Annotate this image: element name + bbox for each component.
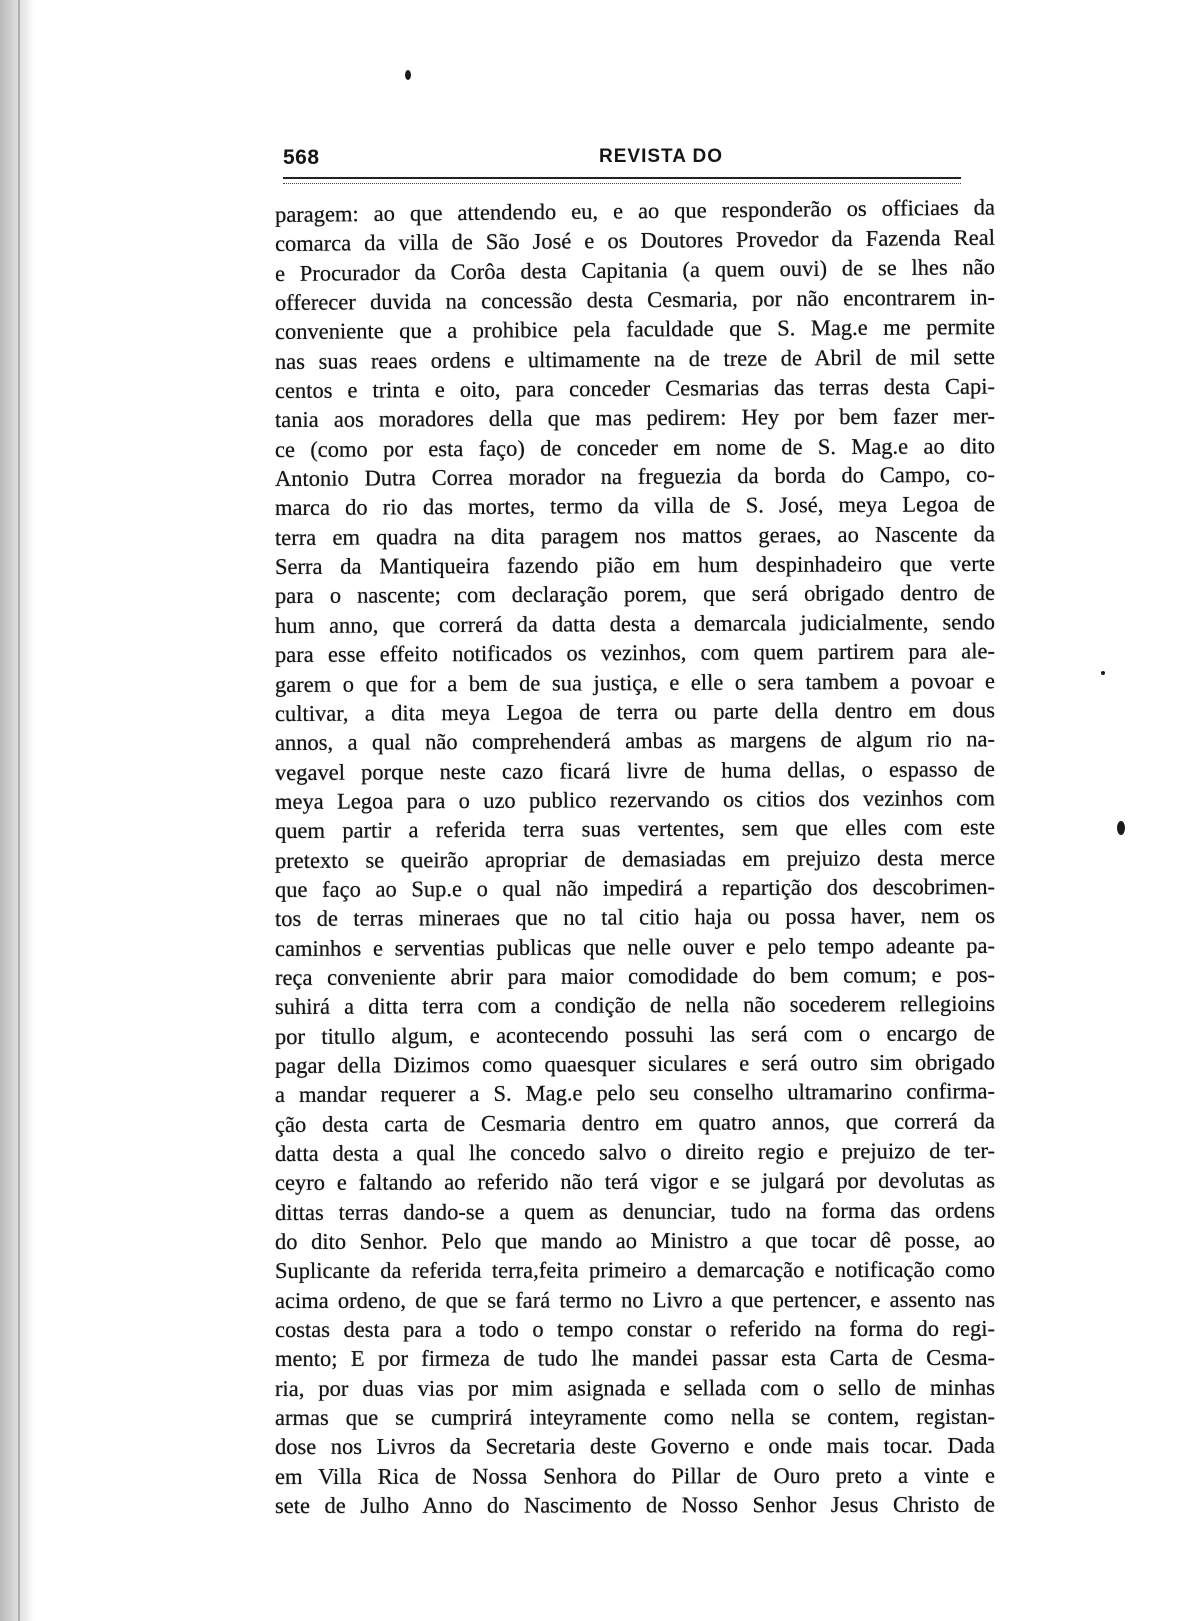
text-line: mento; E por firmeza de tudo lhe mandei passar esta Carta de Cesma-	[274, 1345, 996, 1372]
text-line: a mandar requerer a S. Mag.e pelo seu conselho ultramarino confirma-	[274, 1078, 996, 1108]
text-line: ria, por duas vias por mim asignada e sellada com o sello de minhas	[274, 1374, 996, 1401]
text-line: pretexto se queirão apropriar de demasiadas em prejuizo desta merce	[274, 844, 996, 873]
text-line: annos, a qual não comprehenderá ambas as margens de algum rio na-	[274, 726, 996, 756]
text-line: nas suas reaes ordens e ultimamente na de treze de Abril de mil sette	[274, 343, 996, 374]
text-line: pagar della Dizimos como quaesquer siculares e será outro sim obrigado	[274, 1049, 996, 1078]
text-line: Suplicante da referida terra,feita primeiro a demarcação e notificação como	[274, 1257, 996, 1284]
text-line: vegavel porque neste cazo ficará livre de huma dellas, o espasso de	[274, 755, 996, 785]
text-line: por titullo algum, e acontecendo possuhi las será com o encargo de	[274, 1019, 996, 1049]
text-line: reça conveniente abrir para maior comodidade do bem comum; e pos-	[274, 961, 996, 990]
running-head: REVISTA DO	[599, 146, 724, 167]
text-line: e Procurador da Corôa desta Capitania (a quem ouvi) de se lhes não	[274, 253, 996, 286]
text-line: ção desta carta de Cesmaria dentro em quatro annos, que correrá da	[274, 1107, 996, 1137]
text-line: dose nos Livros da Secretaria deste Governo e onde mais tocar. Dada	[274, 1433, 996, 1460]
text-line: costas desta para a todo o tempo constar o referido na forma do regi-	[274, 1315, 996, 1343]
text-line: offerecer duvida na concessão desta Cesmaria, por não encontrarem in-	[274, 284, 996, 316]
text-line: para esse effeito notificados os vezinhos, com quem partirem para ale-	[274, 638, 996, 668]
text-line: ceyro e faltando ao referido não terá vigor e se julgará por devolutas as	[274, 1167, 996, 1196]
text-line: ce (como por esta faço) de conceder em nome de S. Mag.e ao dito	[274, 432, 996, 462]
text-line: tos de terras mineraes que no tal citio haja ou possa haver, nem os	[274, 903, 996, 932]
text-line: comarca da villa de São José e os Doutores Provedor da Fazenda Real	[274, 225, 996, 257]
page-number: 568	[283, 146, 320, 169]
text-line: garem o que for a bem de sua justiça, e elle o sera tambem a povoar e	[274, 667, 996, 697]
text-line: terra em quadra na dita paragem nos mattos geraes, ao Nascente da	[274, 521, 996, 550]
page-header	[283, 146, 961, 174]
ink-speck	[405, 70, 411, 80]
text-line: acima ordeno, de que se fará termo no Livro a que pertencer, e assento nas	[274, 1286, 996, 1313]
text-line: que faço ao Sup.e o qual não impedirá a repartição dos descobrimen-	[274, 873, 996, 902]
text-line: do dito Senhor. Pelo que mando ao Ministro a que tocar dê posse, ao	[274, 1227, 996, 1255]
text-line: suhirá a ditta terra com a condição de nella não socederem rellegioins	[274, 991, 996, 1020]
text-line: Serra da Mantiqueira fazendo pião em hum despinhadeiro que verte	[274, 550, 996, 580]
text-line: sete de Julho Anno do Nascimento de Nosso Senhor Jesus Christo de	[274, 1491, 996, 1519]
text-line: hum anno, que correrá da datta desta a demarcala judicialmente, sendo	[274, 609, 996, 638]
ink-speck	[1101, 671, 1105, 675]
text-line: centos e trinta e oito, para conceder Cesmarias das terras desta Capi-	[274, 373, 996, 404]
text-line: paragem: ao que attendendo eu, e ao que responderão os officiaes da	[274, 194, 996, 227]
text-line: quem partir a referida terra suas vertentes, sem que elles com este	[274, 814, 996, 844]
text-line: dittas terras dando-se a quem as denunciar, tudo na forma das ordens	[274, 1197, 996, 1225]
text-line: marca do rio das mortes, termo da villa de S. José, meya Legoa de	[274, 491, 996, 521]
body-text	[274, 194, 996, 1520]
text-line: Antonio Dutra Correa morador na freguezia da borda do Campo, co-	[274, 461, 996, 492]
ink-speck	[1117, 821, 1125, 835]
text-line: armas que se cumprirá inteyramente como nella se contem, registan-	[274, 1403, 996, 1431]
text-line: conveniente que a prohibice pela faculdade que S. Mag.e me permite	[274, 314, 996, 345]
page-edge-line	[18, 0, 20, 1621]
text-line: em Villa Rica de Nossa Senhora do Pillar de Ouro preto a vinte e	[274, 1462, 996, 1489]
page-edge-shadow	[0, 0, 34, 1621]
text-line: meya Legoa para o uzo publico rezervando os citios dos vezinhos com	[274, 785, 996, 814]
text-line: para o nascente; com declaração porem, que será obrigado dentro de	[274, 580, 996, 609]
text-line: tania aos moradores della que mas pedirem: Hey por bem fazer mer-	[274, 403, 996, 433]
text-line: datta desta a qual lhe concedo salvo o direito regio e prejuizo de ter-	[274, 1137, 996, 1166]
text-line: cultivar, a dita meya Legoa de terra ou parte della dentro em dous	[274, 697, 996, 726]
text-line: caminhos e serventias publicas que nelle ouver e pelo tempo adeante pa-	[274, 932, 996, 961]
header-rule	[283, 177, 961, 184]
